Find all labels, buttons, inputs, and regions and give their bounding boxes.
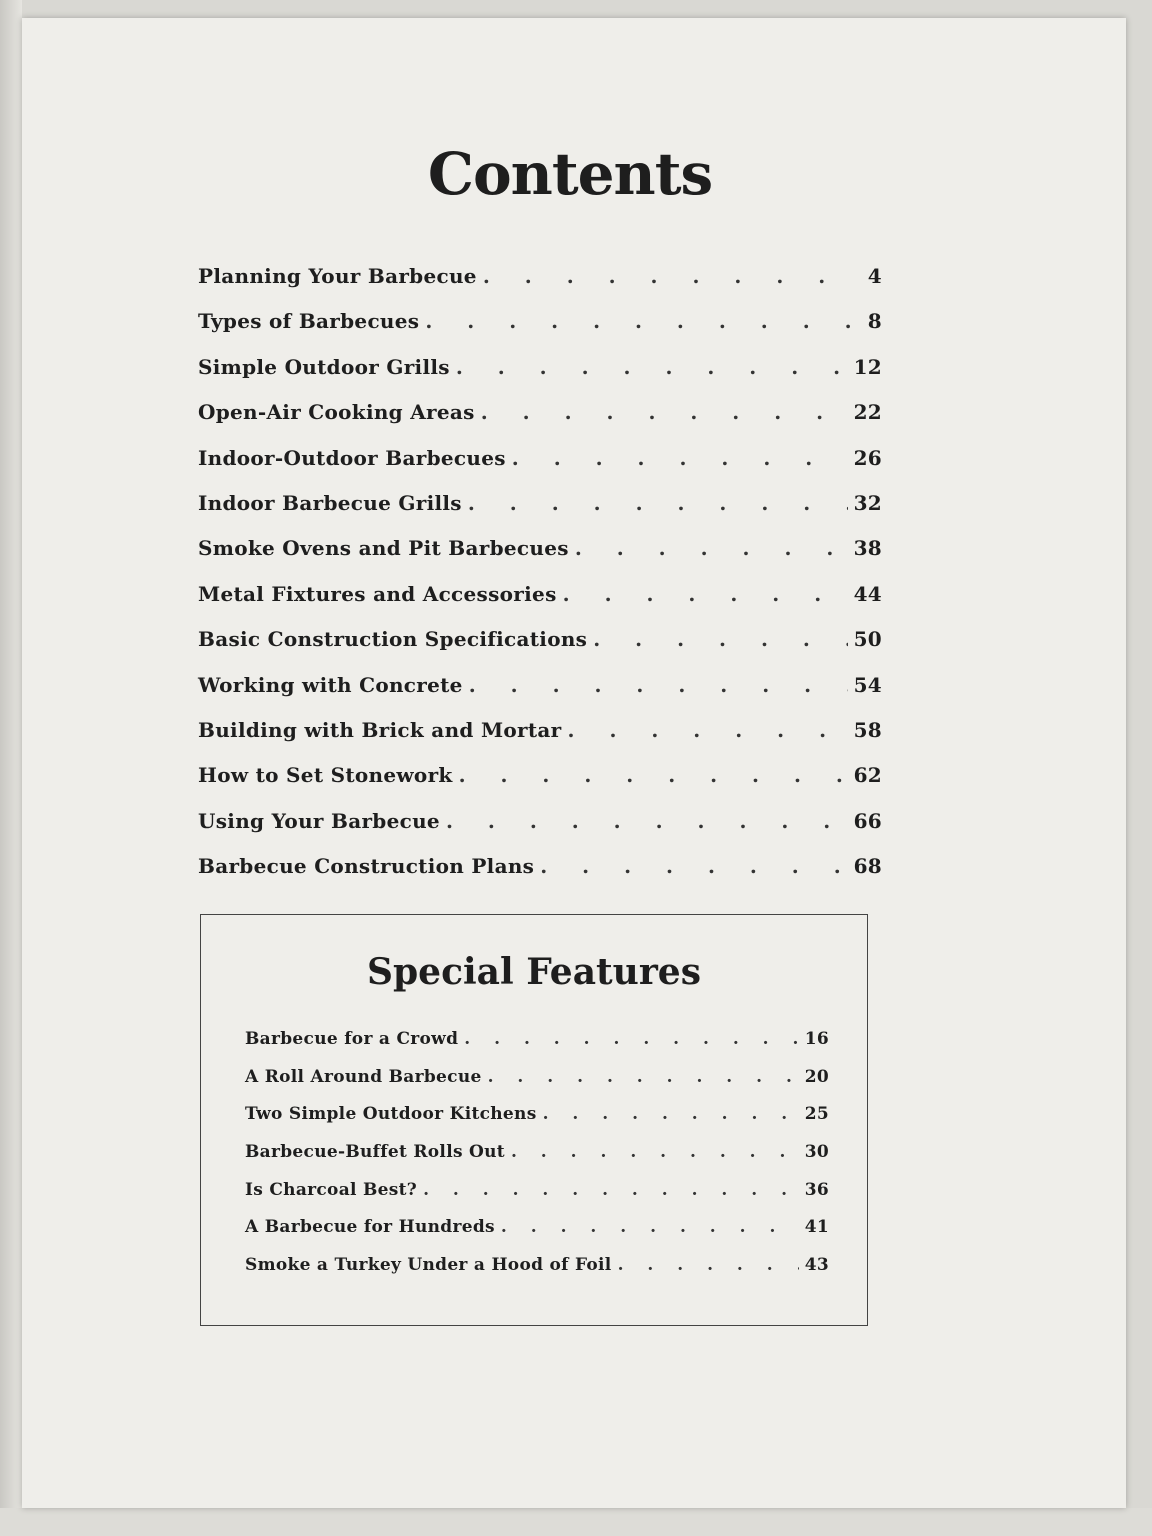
dot-leader xyxy=(425,309,854,333)
entry-page: 68 xyxy=(853,854,882,879)
entry-title: Barbecue for a Crowd xyxy=(245,1029,459,1049)
contents-entry xyxy=(198,718,882,763)
entry-title: Simple Outdoor Grills xyxy=(198,354,450,379)
feature-entry xyxy=(245,1142,829,1180)
dot-leader xyxy=(511,1142,799,1162)
feature-entry xyxy=(245,1180,829,1218)
dot-leader xyxy=(459,763,848,787)
entry-page: 22 xyxy=(853,400,882,425)
entry-title: Barbecue-Buffet Rolls Out xyxy=(245,1142,505,1163)
contents-entry xyxy=(198,446,882,491)
entry-page: 32 xyxy=(853,490,882,515)
contents-entry xyxy=(198,355,882,400)
entry-title: Smoke Ovens and Pit Barbecues xyxy=(198,536,569,561)
entry-title: How to Set Stonework xyxy=(198,763,453,788)
page-title: Contents xyxy=(427,140,713,208)
dot-leader xyxy=(618,1255,799,1275)
dot-leader xyxy=(543,1104,799,1124)
contents-entry xyxy=(198,491,882,536)
entry-title: Open-Air Cooking Areas xyxy=(198,400,475,425)
special-features-box xyxy=(200,914,868,1326)
contents-entry xyxy=(198,854,882,899)
entry-title: Two Simple Outdoor Kitchens xyxy=(245,1104,537,1125)
contents-entry xyxy=(198,400,882,445)
entry-title: Planning Your Barbecue xyxy=(198,264,477,288)
entry-title: Barbecue Construction Plans xyxy=(198,854,535,879)
entry-page: 38 xyxy=(853,536,882,561)
entry-page: 66 xyxy=(853,808,882,833)
entry-title: A Barbecue for Hundreds xyxy=(245,1217,495,1238)
entry-page: 36 xyxy=(804,1179,829,1200)
dot-leader xyxy=(468,491,848,515)
feature-entry xyxy=(245,1255,829,1293)
feature-entry xyxy=(245,1217,829,1255)
dot-leader xyxy=(563,582,848,606)
entry-page: 25 xyxy=(804,1104,829,1125)
contents-entry xyxy=(198,627,882,672)
entry-title: Working with Concrete xyxy=(198,672,463,697)
contents-entry xyxy=(198,536,882,581)
entry-page: 50 xyxy=(853,627,882,652)
dot-leader xyxy=(568,718,848,742)
entry-page: 26 xyxy=(853,445,882,470)
entry-page: 30 xyxy=(804,1142,829,1163)
table-surface xyxy=(0,1508,1152,1536)
dot-leader xyxy=(501,1217,799,1237)
contents-entry xyxy=(198,264,882,309)
contents-entry xyxy=(198,582,882,627)
entry-title: Building with Brick and Mortar xyxy=(198,717,562,742)
contents-list xyxy=(198,264,882,899)
entry-title: Metal Fixtures and Accessories xyxy=(198,581,557,606)
dot-leader xyxy=(423,1180,799,1200)
book-spine xyxy=(0,0,22,1536)
feature-entry xyxy=(245,1067,829,1105)
contents-entry xyxy=(198,763,882,808)
entry-page: 44 xyxy=(853,581,882,606)
dot-leader xyxy=(481,400,848,424)
entry-page: 16 xyxy=(804,1029,829,1049)
special-features-title: Special Features xyxy=(367,951,701,993)
entry-page: 20 xyxy=(804,1066,829,1087)
entry-page: 54 xyxy=(853,672,882,697)
entry-page: 8 xyxy=(867,309,882,334)
entry-title: Indoor Barbecue Grills xyxy=(198,490,462,515)
contents-entry xyxy=(198,309,882,354)
dot-leader xyxy=(464,1029,798,1049)
contents-entry xyxy=(198,673,882,718)
dot-leader xyxy=(575,536,848,560)
special-features-list xyxy=(245,1029,829,1293)
entry-title: Smoke a Turkey Under a Hood of Foil xyxy=(245,1255,612,1276)
entry-title: Basic Construction Specifications xyxy=(198,627,588,652)
dot-leader xyxy=(540,854,847,878)
dot-leader xyxy=(512,446,848,470)
feature-entry xyxy=(245,1029,829,1067)
entry-title: Indoor-Outdoor Barbecues xyxy=(198,445,506,470)
dot-leader xyxy=(469,673,848,697)
entry-title: Using Your Barbecue xyxy=(198,808,440,833)
entry-page: 41 xyxy=(804,1217,829,1238)
entry-page: 4 xyxy=(867,264,882,288)
entry-title: Types of Barbecues xyxy=(198,309,420,334)
dot-leader xyxy=(456,355,848,379)
feature-entry xyxy=(245,1104,829,1142)
entry-page: 12 xyxy=(853,354,882,379)
book-page xyxy=(22,18,1126,1508)
dot-leader xyxy=(488,1067,799,1087)
entry-page: 43 xyxy=(804,1255,829,1276)
dot-leader xyxy=(593,627,847,651)
entry-page: 62 xyxy=(853,763,882,788)
entry-title: Is Charcoal Best? xyxy=(245,1179,418,1200)
dot-leader xyxy=(483,264,854,288)
contents-entry xyxy=(198,809,882,854)
entry-title: A Roll Around Barbecue xyxy=(245,1066,482,1087)
dot-leader xyxy=(446,809,848,833)
entry-page: 58 xyxy=(853,717,882,742)
